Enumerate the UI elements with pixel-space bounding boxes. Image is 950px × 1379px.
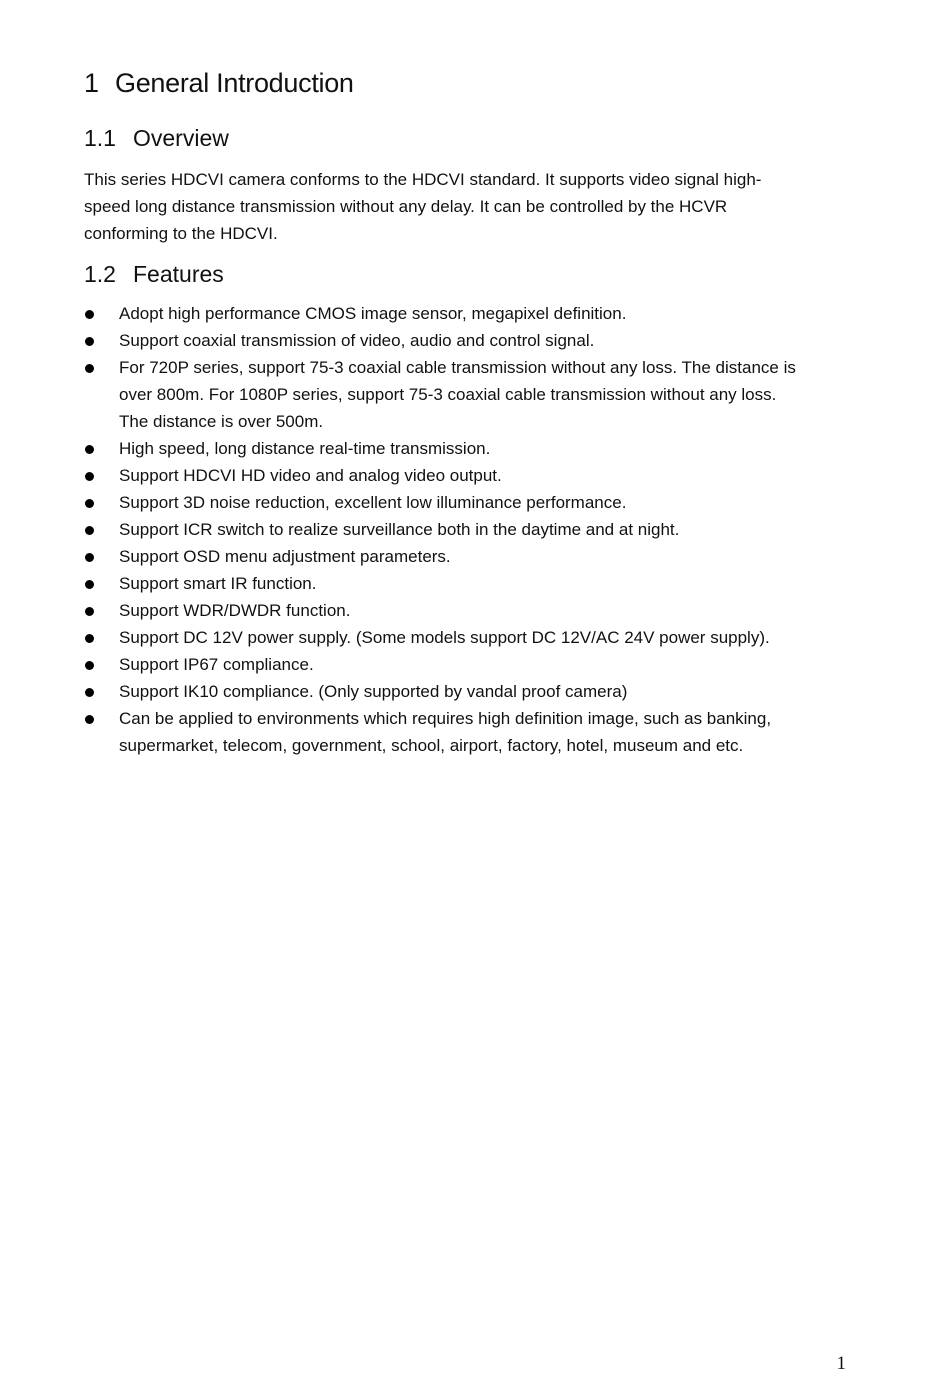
feature-text: For 720P series, support 75-3 coaxial cable transmission without any loss. The distance is (119, 358, 796, 377)
feature-text: Support DC 12V power supply. (Some models support DC 12V/AC 24V power supply). (119, 628, 770, 647)
features-section-number: 1.2 (84, 261, 116, 287)
features-list (84, 300, 874, 759)
feature-item (84, 705, 874, 759)
feature-text: Support smart IR function. (119, 574, 317, 593)
bullet-icon (85, 688, 94, 697)
page-number: 1 (836, 1353, 846, 1374)
feature-item (84, 543, 874, 570)
feature-item (84, 300, 874, 327)
bullet-icon (85, 661, 94, 670)
bullet-icon (85, 364, 94, 373)
overview-paragraph (84, 166, 824, 247)
feature-item (84, 651, 874, 678)
overview-heading (84, 125, 229, 152)
bullet-icon (85, 310, 94, 319)
bullet-icon (85, 526, 94, 535)
features-heading (84, 261, 224, 288)
feature-item (84, 678, 874, 705)
bullet-icon (85, 607, 94, 616)
chapter-title: General Introduction (115, 68, 354, 98)
feature-item (84, 597, 874, 624)
feature-item (84, 570, 874, 597)
feature-item (84, 354, 874, 435)
bullet-icon (85, 445, 94, 454)
feature-text: over 800m. For 1080P series, support 75-3 coaxial cable transmission without any loss. (119, 385, 777, 404)
features-section-title: Features (133, 261, 224, 287)
feature-text: The distance is over 500m. (119, 412, 324, 431)
overview-line: This series HDCVI camera conforms to the HDCVI standard. It supports video signal high- (84, 170, 762, 189)
feature-text: Support OSD menu adjustment parameters. (119, 547, 451, 566)
feature-item (84, 489, 874, 516)
feature-item (84, 435, 874, 462)
feature-text: Support 3D noise reduction, excellent low illuminance performance. (119, 493, 627, 512)
overview-line: speed long distance transmission without any delay. It can be controlled by the HCVR (84, 197, 728, 216)
feature-text: Support IP67 compliance. (119, 655, 314, 674)
feature-text: Adopt high performance CMOS image sensor, megapixel definition. (119, 304, 627, 323)
feature-item (84, 624, 874, 651)
feature-text: Can be applied to environments which requires high definition image, such as banking, (119, 709, 772, 728)
feature-text: Support IK10 compliance. (Only supported by vandal proof camera) (119, 682, 628, 701)
chapter-heading (84, 68, 354, 99)
bullet-icon (85, 715, 94, 724)
chapter-number: 1 (84, 68, 99, 98)
feature-text: Support HDCVI HD video and analog video output. (119, 466, 502, 485)
feature-item (84, 327, 874, 354)
bullet-icon (85, 337, 94, 346)
overview-line: conforming to the HDCVI. (84, 224, 278, 243)
feature-text: supermarket, telecom, government, school, airport, factory, hotel, museum and etc. (119, 736, 744, 755)
feature-text: Support coaxial transmission of video, audio and control signal. (119, 331, 595, 350)
bullet-icon (85, 499, 94, 508)
bullet-icon (85, 580, 94, 589)
overview-section-title: Overview (133, 125, 229, 151)
bullet-icon (85, 553, 94, 562)
feature-item (84, 462, 874, 489)
feature-text: Support ICR switch to realize surveillance both in the daytime and at night. (119, 520, 680, 539)
feature-item (84, 516, 874, 543)
feature-text: High speed, long distance real-time transmission. (119, 439, 491, 458)
feature-text: Support WDR/DWDR function. (119, 601, 351, 620)
bullet-icon (85, 472, 94, 481)
bullet-icon (85, 634, 94, 643)
overview-section-number: 1.1 (84, 125, 116, 151)
